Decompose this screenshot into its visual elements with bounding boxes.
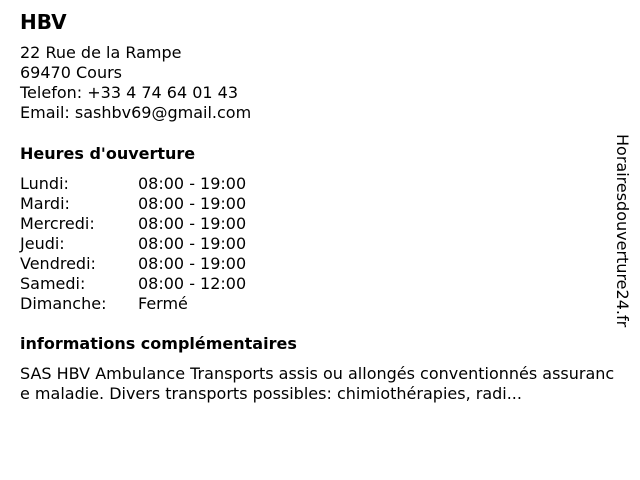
info-description: SAS HBV Ambulance Transports assis ou allongés conventionnés assurance maladie. Divers transports possibles: chimiothérapies, radi...: [20, 364, 615, 403]
hours-time: 08:00 - 19:00: [138, 174, 247, 193]
hours-row: [20, 294, 246, 314]
hours-time: 08:00 - 12:00: [138, 274, 247, 293]
hours-day: Dimanche:: [20, 294, 107, 313]
hours-row: [20, 194, 246, 214]
hours-row: [20, 174, 246, 194]
business-name: HBV: [20, 10, 67, 34]
hours-time: 08:00 - 19:00: [138, 214, 247, 233]
address-street: 22 Rue de la Rampe: [20, 43, 182, 62]
hours-time: Fermé: [138, 294, 188, 313]
contact-block: [20, 43, 251, 123]
hours-row: [20, 234, 246, 254]
hours-day: Mercredi:: [20, 214, 95, 233]
phone-number: Telefon: +33 4 74 64 01 43: [20, 83, 239, 102]
hours-day: Samedi:: [20, 274, 86, 293]
hours-time: 08:00 - 19:00: [138, 194, 247, 213]
address-city: 69470 Cours: [20, 63, 122, 82]
hours-time: 08:00 - 19:00: [138, 254, 247, 273]
hours-day: Vendredi:: [20, 254, 96, 273]
email-address: Email: sashbv69@gmail.com: [20, 103, 252, 122]
hours-table: [20, 174, 246, 314]
info-heading: informations complémentaires: [20, 334, 297, 353]
site-watermark: Horairesdouverture24.fr: [613, 134, 632, 328]
hours-row: [20, 274, 246, 294]
hours-time: 08:00 - 19:00: [138, 234, 247, 253]
hours-day: Jeudi:: [20, 234, 65, 253]
business-card: [20, 0, 620, 480]
hours-day: Lundi:: [20, 174, 69, 193]
hours-day: Mardi:: [20, 194, 70, 213]
hours-row: [20, 214, 246, 234]
hours-row: [20, 254, 246, 274]
hours-heading: Heures d'ouverture: [20, 144, 196, 163]
